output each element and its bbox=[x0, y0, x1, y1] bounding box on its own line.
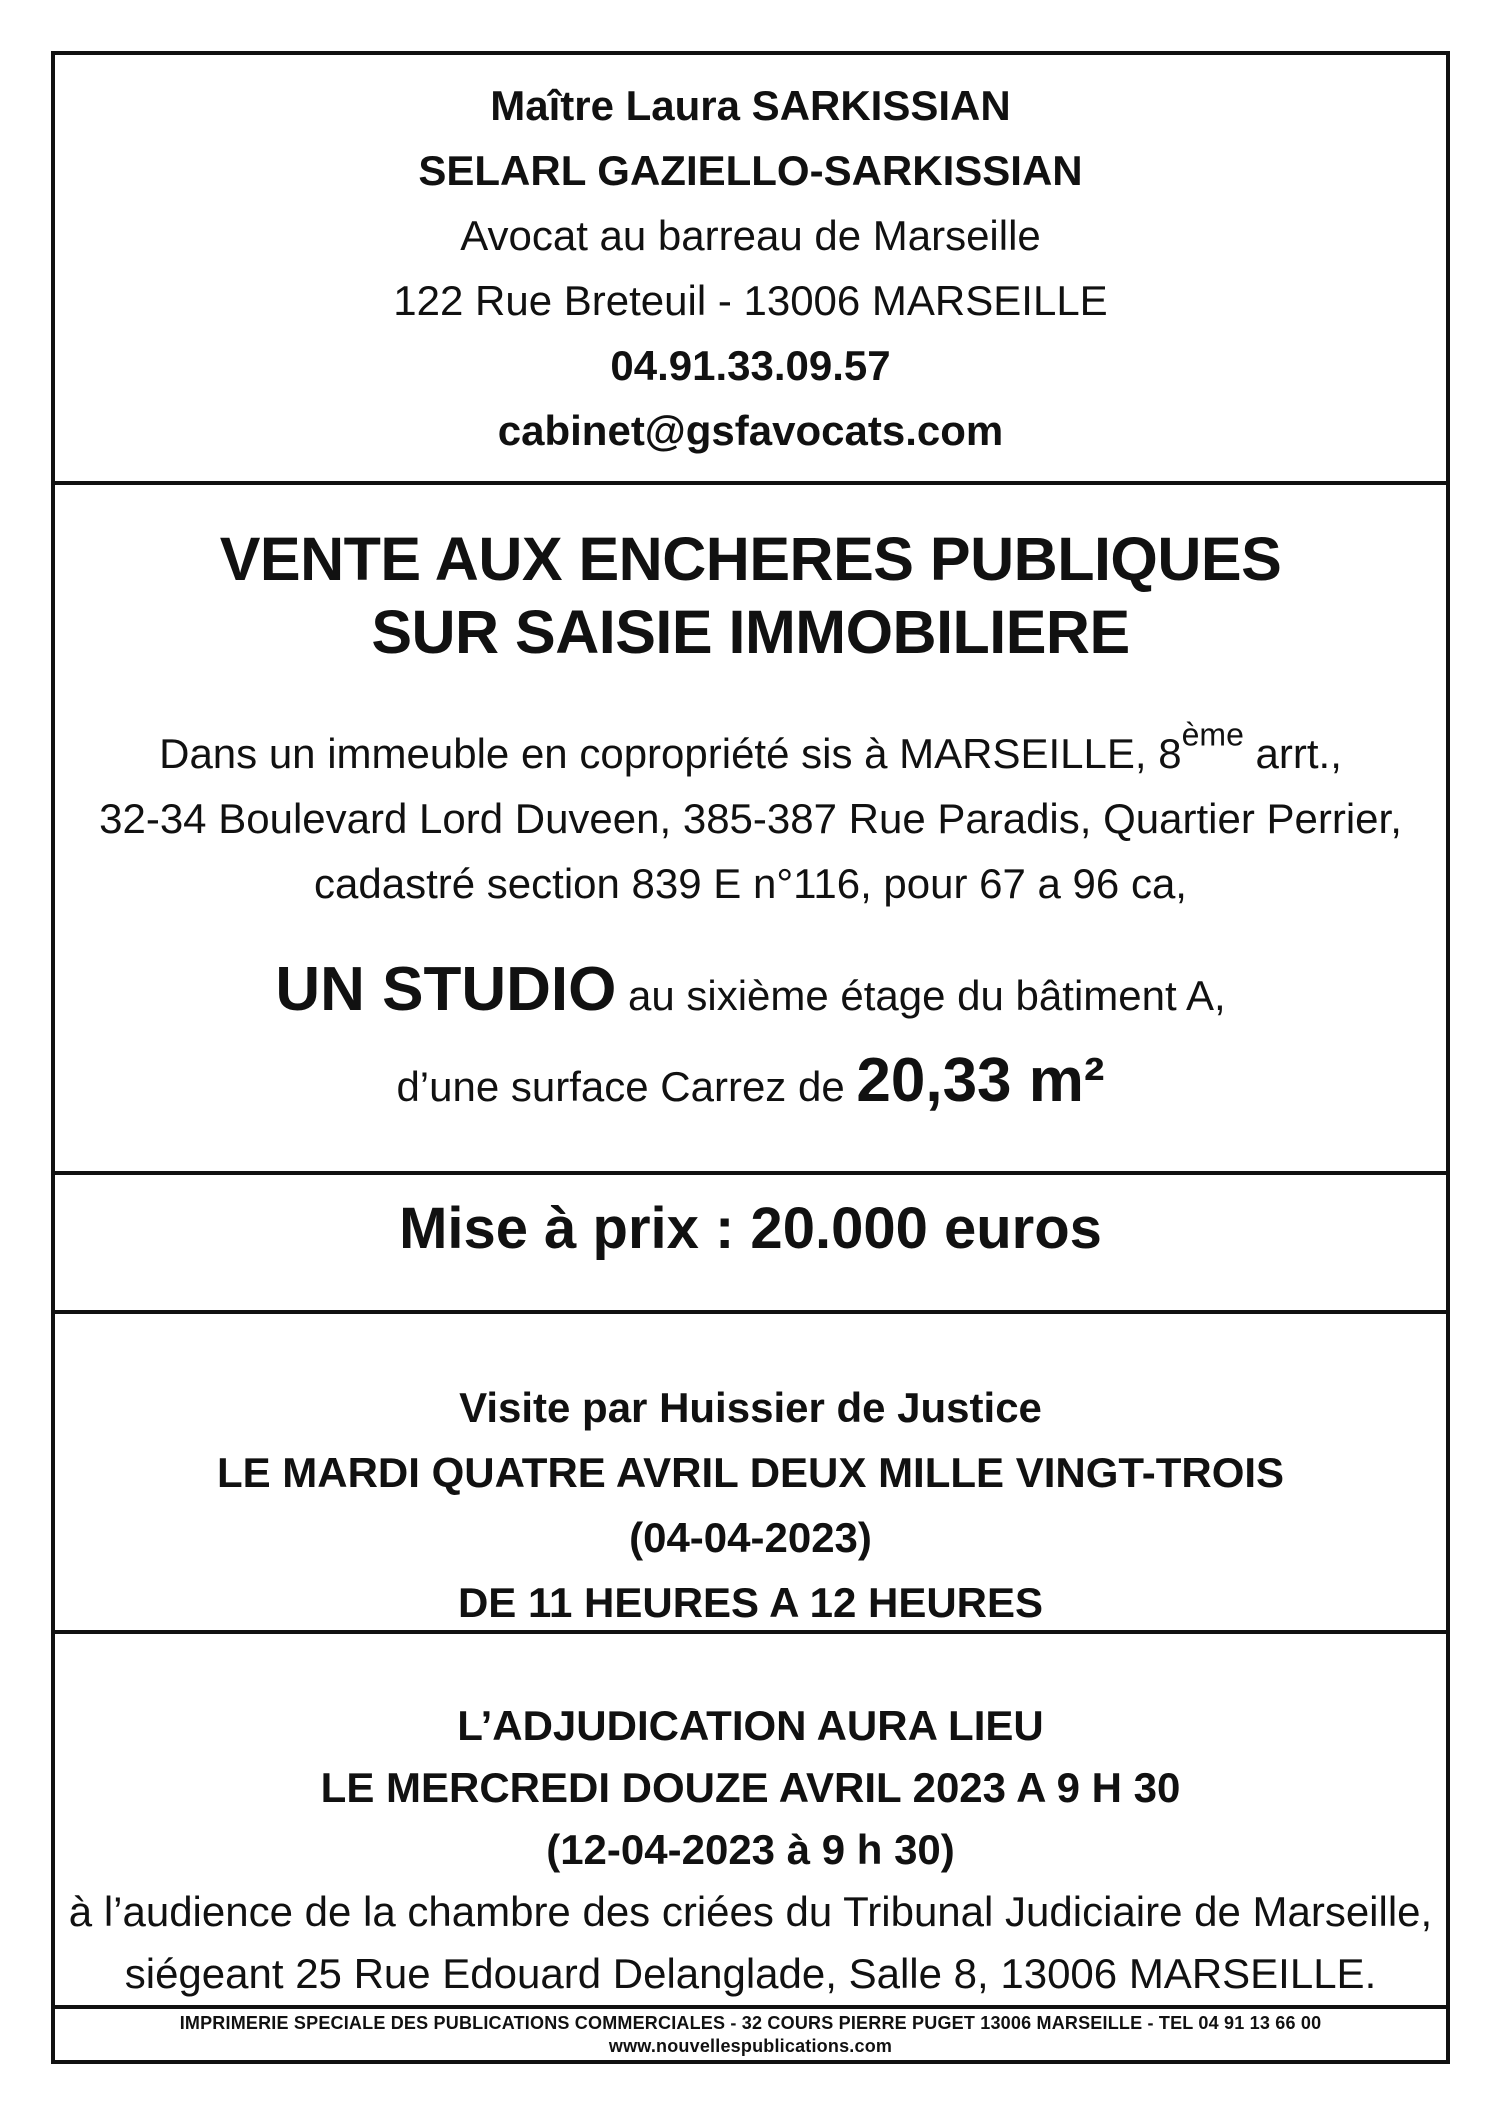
law-firm: SELARL GAZIELLO-SARKISSIAN bbox=[418, 147, 1083, 194]
sale-title-line2: SUR SAISIE IMMOBILIERE bbox=[371, 598, 1130, 666]
sale-title-line1: VENTE AUX ENCHERES PUBLIQUES bbox=[219, 525, 1282, 593]
location-sup: ème bbox=[1181, 716, 1244, 753]
surface-line bbox=[55, 1043, 1446, 1134]
lot-rest: au sixième étage du bâtiment A, bbox=[616, 972, 1226, 1019]
divider bbox=[55, 1310, 1446, 1314]
lawyer-name: Maître Laura SARKISSIAN bbox=[490, 82, 1011, 129]
lawyer-title: Avocat au barreau de Marseille bbox=[460, 212, 1041, 259]
sale-description bbox=[55, 523, 1446, 1134]
divider bbox=[55, 2005, 1446, 2009]
lawyer-phone: 04.91.33.09.57 bbox=[610, 342, 891, 389]
adjudication-info bbox=[55, 1695, 1446, 2005]
printer-website: www.nouvellespublications.com bbox=[608, 2036, 893, 2056]
visit-line1: Visite par Huissier de Justice bbox=[459, 1384, 1042, 1431]
lawyer-header bbox=[55, 73, 1446, 463]
visit-line4: DE 11 HEURES A 12 HEURES bbox=[457, 1579, 1044, 1626]
starting-price bbox=[55, 1175, 1446, 1283]
price-text: Mise à prix : 20.000 euros bbox=[399, 1196, 1102, 1261]
printer-info: IMPRIMERIE SPECIALE DES PUBLICATIONS COMMERCIALES - 32 COURS PIERRE PUGET 13006 MARSEILLE - TEL 04 91 13 66 00 bbox=[179, 2013, 1322, 2033]
lawyer-email: cabinet@gsfavocats.com bbox=[497, 407, 1004, 454]
surface-prefix: d’une surface Carrez de bbox=[396, 1063, 857, 1110]
location-suffix: arrt., bbox=[1243, 730, 1342, 777]
location-prefix: Dans un immeuble en copropriété sis à MARSEILLE, 8 bbox=[159, 730, 1182, 777]
adjudication-line1: L’ADJUDICATION AURA LIEU bbox=[457, 1702, 1044, 1749]
divider bbox=[55, 481, 1446, 485]
location-line bbox=[55, 716, 1446, 786]
visit-info bbox=[55, 1375, 1446, 1635]
address-line: 32-34 Boulevard Lord Duveen, 385-387 Rue Paradis, Quartier Perrier, bbox=[99, 795, 1402, 842]
adjudication-line2: LE MERCREDI DOUZE AVRIL 2023 A 9 H 30 bbox=[320, 1764, 1181, 1811]
adjudication-line5: siégeant 25 Rue Edouard Delanglade, Salle 8, 13006 MARSEILLE. bbox=[124, 1950, 1377, 1997]
visit-line3: (04-04-2023) bbox=[629, 1514, 872, 1561]
property-location bbox=[55, 716, 1446, 916]
adjudication-line3: (12-04-2023 à 9 h 30) bbox=[546, 1826, 955, 1873]
adjudication-line4: à l’audience de la chambre des criées du Tribunal Judiciaire de Marseille, bbox=[68, 1888, 1433, 1935]
visit-line2: LE MARDI QUATRE AVRIL DEUX MILLE VINGT-TROIS bbox=[216, 1449, 1285, 1496]
cadastre-line: cadastré section 839 E n°116, pour 67 a 96 ca, bbox=[314, 860, 1187, 907]
notice-frame bbox=[51, 51, 1450, 2064]
surface-value: 20,33 m² bbox=[856, 1046, 1105, 1115]
lot-description bbox=[55, 952, 1446, 1134]
divider bbox=[55, 1630, 1446, 1634]
lot-bold: UN STUDIO bbox=[275, 955, 617, 1024]
lot-line bbox=[55, 952, 1446, 1043]
printer-footer bbox=[55, 2012, 1446, 2058]
lawyer-address: 122 Rue Breteuil - 13006 MARSEILLE bbox=[393, 277, 1108, 324]
